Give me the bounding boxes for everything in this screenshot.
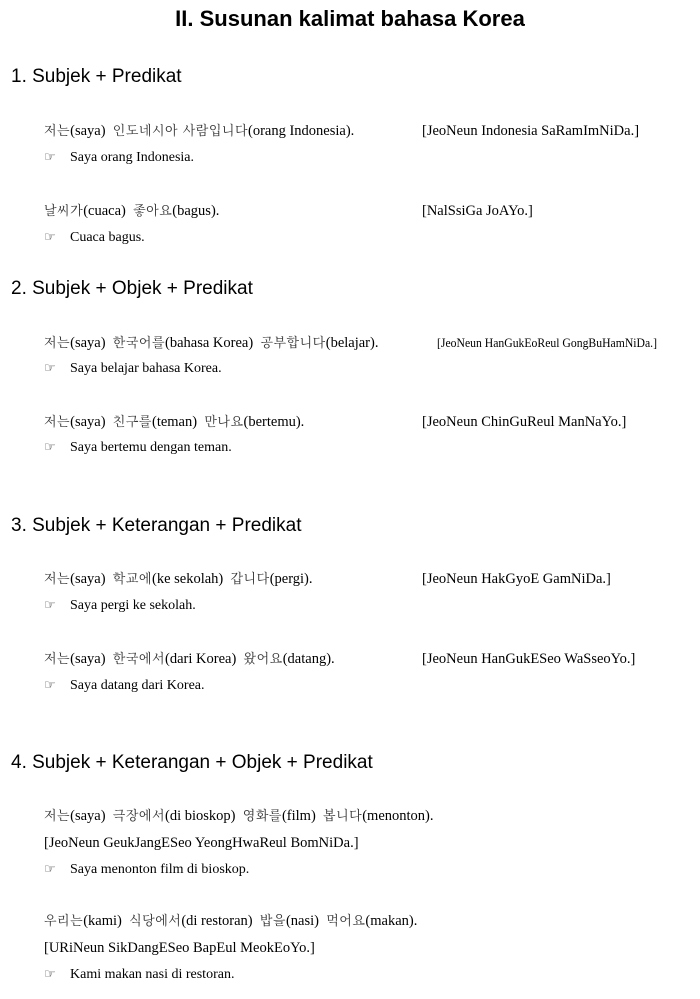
pointing-hand-icon: ☞ xyxy=(44,440,56,455)
korean-word: 한국어를 xyxy=(112,336,166,351)
korean-word: 식당에서 xyxy=(129,914,182,929)
romanization: [JeoNeun HakGyoE GamNiDa.] xyxy=(422,571,611,587)
pointing-hand-icon: ☞ xyxy=(44,967,56,982)
romanization: [JeoNeun HanGukEoReul GongBuHamNiDa.] xyxy=(437,335,657,350)
word-gloss: (di bioskop) xyxy=(165,808,236,824)
word-gloss: (saya) xyxy=(70,414,106,430)
word-gloss: (pergi). xyxy=(269,571,313,587)
translation-text: Cuaca bagus. xyxy=(70,230,145,245)
korean-word: 저는 xyxy=(44,336,71,351)
korean-word: 친구를 xyxy=(112,415,152,430)
word-gloss: (nasi) xyxy=(285,913,319,929)
korean-word: 한국에서 xyxy=(112,652,166,667)
korean-word: 극장에서 xyxy=(112,809,166,824)
word-gloss: (saya) xyxy=(70,808,106,824)
romanization: [JeoNeun Indonesia SaRamImNiDa.] xyxy=(422,123,640,139)
word-gloss: (dari Korea) xyxy=(165,651,237,667)
korean-word: 봅니다 xyxy=(323,809,363,824)
example-sentence xyxy=(44,650,335,669)
section-heading-4: 4. Subjek + Keterangan + Objek + Predikat xyxy=(11,752,373,773)
example-sentence xyxy=(44,122,354,141)
korean-word: 학교에 xyxy=(112,572,152,587)
word-gloss: (saya) xyxy=(70,571,106,587)
korean-word: 저는 xyxy=(44,809,71,824)
pointing-hand-icon: ☞ xyxy=(44,361,56,376)
korean-word: 인도네시아 사람입니다 xyxy=(112,124,249,139)
word-gloss: (menonton). xyxy=(362,808,434,824)
section-heading-1: 1. Subjek + Predikat xyxy=(11,66,182,87)
page-title: II. Susunan kalimat bahasa Korea xyxy=(175,6,525,31)
translation-line xyxy=(44,229,145,247)
word-gloss: (bertemu). xyxy=(243,414,305,430)
korean-word: 저는 xyxy=(44,415,71,430)
word-gloss: (teman) xyxy=(151,414,198,430)
korean-word: 공부합니다 xyxy=(260,336,326,351)
korean-word: 갑니다 xyxy=(230,572,270,587)
example-sentence xyxy=(44,912,417,931)
word-gloss: (orang Indonesia). xyxy=(248,123,355,139)
korean-word: 저는 xyxy=(44,572,71,587)
translation-text: Saya orang Indonesia. xyxy=(70,150,195,165)
word-gloss: (cuaca) xyxy=(83,203,126,219)
korean-word: 저는 xyxy=(44,652,71,667)
word-gloss: (kami) xyxy=(83,913,122,929)
word-gloss: (bagus). xyxy=(172,203,220,219)
pointing-hand-icon: ☞ xyxy=(44,862,56,877)
translation-line xyxy=(44,149,194,167)
word-gloss: (ke sekolah) xyxy=(151,571,224,587)
translation-text: Saya belajar bahasa Korea. xyxy=(70,361,222,376)
korean-word: 저는 xyxy=(44,124,71,139)
korean-word: 날씨가 xyxy=(44,204,84,219)
translation-line xyxy=(44,966,234,984)
korean-word: 왔어요 xyxy=(243,652,283,667)
romanization: [JeoNeun GeukJangESeo YeongHwaReul BomNiDa.] xyxy=(44,835,359,851)
translation-text: Saya menonton film di bioskop. xyxy=(70,862,250,877)
pointing-hand-icon: ☞ xyxy=(44,598,56,613)
translation-text: Saya pergi ke sekolah. xyxy=(70,598,196,613)
example-sentence xyxy=(44,202,219,221)
example-sentence xyxy=(44,570,313,589)
pointing-hand-icon: ☞ xyxy=(44,678,56,693)
translation-text: Saya datang dari Korea. xyxy=(70,678,205,693)
korean-word: 우리는 xyxy=(44,914,84,929)
word-gloss: (makan). xyxy=(365,913,418,929)
section-heading-3: 3. Subjek + Keterangan + Predikat xyxy=(11,515,302,536)
translation-line xyxy=(44,439,232,457)
word-gloss: (film) xyxy=(281,808,316,824)
korean-word: 만나요 xyxy=(204,415,244,430)
korean-word: 먹어요 xyxy=(326,914,366,929)
romanization: [JeoNeun ChinGuReul ManNaYo.] xyxy=(422,414,627,430)
word-gloss: (saya) xyxy=(70,651,106,667)
word-gloss: (saya) xyxy=(70,123,106,139)
korean-word: 영화를 xyxy=(242,809,282,824)
example-sentence xyxy=(44,334,378,353)
korean-word: 좋아요 xyxy=(133,204,173,219)
romanization: [NalSsiGa JoAYo.] xyxy=(422,203,533,219)
korean-word: 밥을 xyxy=(259,914,286,929)
example-sentence xyxy=(44,413,304,432)
translation-line xyxy=(44,597,196,615)
word-gloss: (bahasa Korea) xyxy=(165,335,254,351)
romanization: [URiNeun SikDangESeo BapEul MeokEoYo.] xyxy=(44,940,315,956)
romanization: [JeoNeun HanGukESeo WaSseoYo.] xyxy=(422,651,636,667)
translation-line xyxy=(44,861,249,879)
pointing-hand-icon: ☞ xyxy=(44,150,56,165)
word-gloss: (saya) xyxy=(70,335,106,351)
pointing-hand-icon: ☞ xyxy=(44,230,56,245)
section-heading-2: 2. Subjek + Objek + Predikat xyxy=(11,278,253,299)
word-gloss: (datang). xyxy=(282,651,335,667)
word-gloss: (belajar). xyxy=(325,335,379,351)
word-gloss: (di restoran) xyxy=(181,913,253,929)
translation-line xyxy=(44,360,222,378)
example-sentence xyxy=(44,807,434,826)
translation-line xyxy=(44,677,205,695)
translation-text: Kami makan nasi di restoran. xyxy=(70,967,235,982)
translation-text: Saya bertemu dengan teman. xyxy=(70,440,232,455)
